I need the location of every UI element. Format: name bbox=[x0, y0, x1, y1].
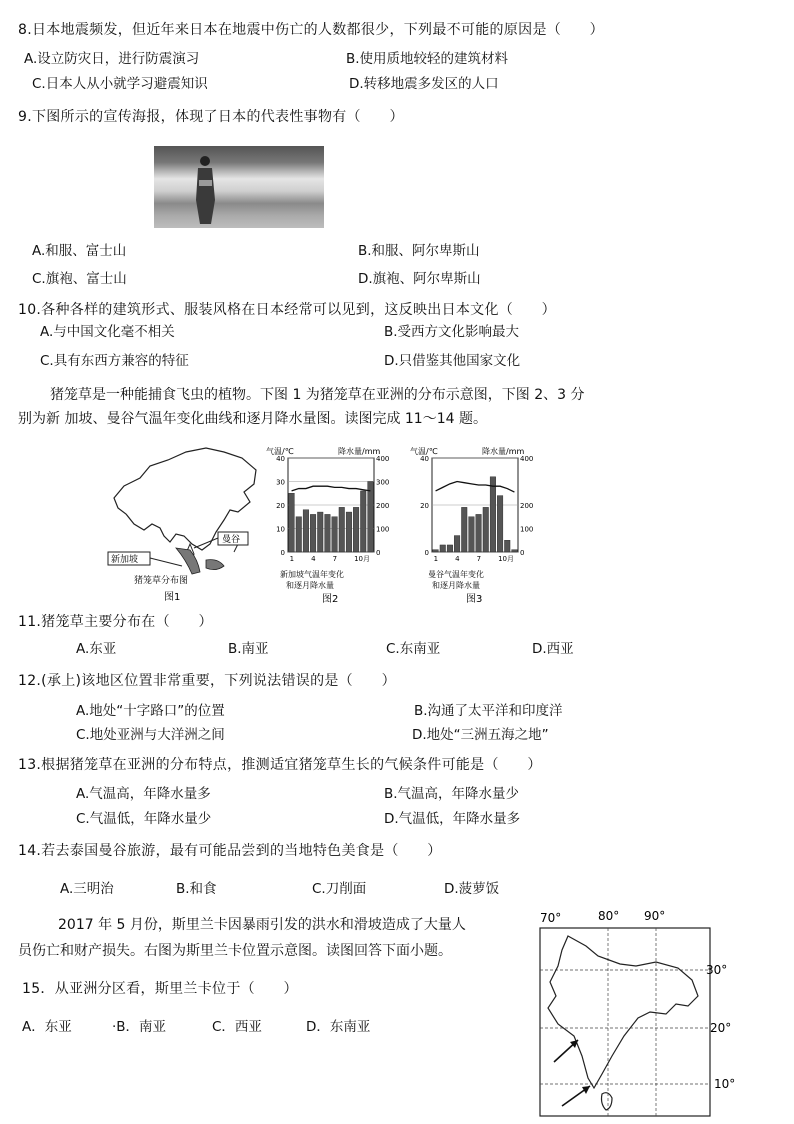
poster-photo bbox=[154, 146, 324, 228]
q13-stem: 13.根据猪笼草在亚洲的分布特点，推测适宜猪笼草生长的气候条件可能是（ ） bbox=[18, 757, 542, 773]
fig3-xtick: 7 bbox=[476, 555, 482, 563]
q10-option-c[interactable]: C.具有东西方兼容的特征 bbox=[40, 353, 189, 369]
fig2-xtick: 4 bbox=[311, 555, 316, 563]
lat-10: 10° bbox=[714, 1077, 736, 1091]
fig3-subtitle: 和逐月降水量 bbox=[432, 581, 480, 590]
q12-option-d[interactable]: D.地处“三洲五海之地” bbox=[412, 727, 549, 743]
q10-option-d[interactable]: D.只借鉴其他国家文化 bbox=[384, 353, 521, 369]
q9-option-d[interactable]: D.旗袍、阿尔卑斯山 bbox=[358, 271, 481, 287]
fig2-number: 图2 bbox=[322, 594, 339, 605]
fig2-ytick-left: 20 bbox=[276, 502, 285, 510]
intro1-line1: 猪笼草是一种能捕食飞虫的植物。下图 1 为猪笼草在亚洲的分布示意图，下图 2、3 分 bbox=[50, 387, 585, 403]
fig2-xtick: 1 bbox=[289, 555, 295, 563]
q13-option-a[interactable]: A.气温高，年降水量多 bbox=[76, 786, 211, 802]
fig2-xtick: 7 bbox=[332, 555, 338, 563]
sri-lanka-map bbox=[528, 906, 740, 1120]
fig2-precip-bar bbox=[325, 514, 331, 552]
fig3-precip-unit: 降水量/mm bbox=[482, 447, 525, 456]
fig3-ytick-right: 400 bbox=[520, 455, 534, 463]
fig2-temp-unit: 气温/℃ bbox=[266, 447, 294, 456]
q8-option-c[interactable]: C.日本人从小就学习避震知识 bbox=[32, 76, 208, 92]
fig3-precip-bar bbox=[476, 514, 482, 552]
q11-option-d[interactable]: D.西亚 bbox=[532, 641, 574, 657]
fig3-precip-bar bbox=[461, 507, 467, 552]
lon-90: 90° bbox=[644, 909, 666, 923]
q8-stem: 8.日本地震频发，但近年来日本在地震中伤亡的人数都很少，下列最不可能的原因是（ ） bbox=[18, 22, 604, 38]
q10-option-b[interactable]: B.受西方文化影响最大 bbox=[384, 324, 520, 340]
fig2-precip-bar bbox=[332, 517, 338, 552]
fig3-xtick: 4 bbox=[455, 555, 460, 563]
q11-option-c[interactable]: C.东南亚 bbox=[386, 641, 441, 657]
q12-option-b[interactable]: B.沟通了太平洋和印度洋 bbox=[414, 703, 563, 719]
fig2-ytick-right: 400 bbox=[376, 455, 390, 463]
q8-option-b[interactable]: B.使用质地较轻的建筑材料 bbox=[346, 51, 509, 67]
q9-option-a[interactable]: A.和服、富士山 bbox=[32, 243, 127, 259]
fig3-precip-bar bbox=[490, 477, 496, 552]
lat-20: 20° bbox=[710, 1021, 732, 1035]
fig2-precip-bar bbox=[303, 510, 309, 552]
q11-stem: 11.猪笼草主要分布在（ ） bbox=[18, 614, 213, 630]
fig2-precip-bar bbox=[289, 493, 295, 552]
bangkok-climate-chart bbox=[410, 444, 538, 606]
fig2-precip-unit: 降水量/mm bbox=[338, 447, 381, 456]
q9-option-c[interactable]: C.旗袍、富士山 bbox=[32, 271, 127, 287]
fig3-precip-bar bbox=[469, 517, 475, 552]
fig2-ytick-left: 30 bbox=[276, 478, 285, 487]
fig2-ytick-right: 100 bbox=[376, 525, 390, 534]
q9-stem: 9.下图所示的宣传海报，体现了日本的代表性事物有（ ） bbox=[18, 109, 404, 125]
sri-lanka-island bbox=[602, 1093, 613, 1110]
fig3-precip-bar bbox=[504, 540, 510, 552]
fig2-subtitle: 和逐月降水量 bbox=[286, 581, 334, 590]
fig2-ytick-left: 40 bbox=[276, 455, 285, 463]
fig3-precip-bar bbox=[497, 496, 503, 552]
q15-stem: 15．从亚洲分区看，斯里兰卡位于（ ） bbox=[22, 981, 298, 997]
fig3-xtick: 1 bbox=[433, 555, 439, 563]
q11-option-a[interactable]: A.东亚 bbox=[76, 641, 117, 657]
distribution-area bbox=[176, 548, 200, 574]
q13-option-d[interactable]: D.气温低，年降水量多 bbox=[384, 811, 521, 827]
asia-map bbox=[106, 440, 264, 606]
fig3-ytick-right: 200 bbox=[520, 502, 534, 510]
fig2-temp-line bbox=[292, 486, 371, 491]
fig2-xtick: 10月 bbox=[354, 555, 371, 563]
lon-70: 70° bbox=[540, 911, 562, 925]
label-bangkok: 曼谷 bbox=[222, 535, 241, 545]
q14-option-c[interactable]: C.刀削面 bbox=[312, 881, 367, 897]
lat-30: 30° bbox=[706, 963, 728, 977]
q11-option-b[interactable]: B.南亚 bbox=[228, 641, 269, 657]
q15-option-c[interactable]: C．西亚 bbox=[212, 1019, 262, 1035]
q15-option-b[interactable]: ·B．南亚 bbox=[112, 1019, 167, 1035]
fig2-ytick-right: 200 bbox=[376, 502, 390, 510]
intro1-line2: 别为新 加坡、曼谷气温年变化曲线和逐月降水量图。读图完成 11～14 题。 bbox=[18, 411, 487, 427]
map-frame bbox=[540, 928, 710, 1116]
fig3-number: 图3 bbox=[466, 594, 483, 605]
q12-stem: 12.(承上)该地区位置非常重要，下列说法错误的是（ ） bbox=[18, 673, 396, 689]
fig3-ytick-right: 100 bbox=[520, 525, 534, 534]
q8-option-d[interactable]: D.转移地震多发区的人口 bbox=[349, 76, 499, 92]
fig2-precip-bar bbox=[346, 512, 352, 552]
fig2-ytick-right: 0 bbox=[376, 549, 381, 557]
q13-option-c[interactable]: C.气温低，年降水量少 bbox=[76, 811, 212, 827]
q14-option-d[interactable]: D.菠萝饭 bbox=[444, 881, 500, 897]
fig3-ytick-left: 0 bbox=[424, 549, 429, 557]
figure-3 bbox=[410, 444, 538, 606]
fig3-ytick-right: 0 bbox=[520, 549, 525, 557]
fig3-precip-bar bbox=[512, 550, 518, 552]
q9-option-b[interactable]: B.和服、阿尔卑斯山 bbox=[358, 243, 480, 259]
fig3-precip-bar bbox=[440, 545, 446, 552]
q15-option-a[interactable]: A．东亚 bbox=[22, 1019, 72, 1035]
q10-stem: 10.各种各样的建筑形式、服装风格在日本经常可以见到，这反映出日本文化（ ） bbox=[18, 302, 556, 318]
fig3-precip-bar bbox=[483, 507, 489, 552]
label-singapore: 新加坡 bbox=[111, 555, 139, 565]
fig2-precip-bar bbox=[353, 507, 359, 552]
fig3-temp-line bbox=[436, 482, 515, 493]
intro2-line1: 2017 年 5 月份，斯里兰卡因暴雨引发的洪水和滑坡造成了大量人 bbox=[58, 917, 466, 933]
fig3-precip-bar bbox=[454, 536, 460, 552]
figure-2 bbox=[266, 444, 396, 606]
fig1-caption: 猪笼草分布图 bbox=[134, 576, 189, 586]
india-region-map bbox=[528, 906, 740, 1120]
fig2-precip-bar bbox=[296, 517, 302, 552]
fig2-precip-bar bbox=[310, 514, 316, 552]
fig2-ytick-left: 0 bbox=[280, 549, 285, 557]
q12-option-a[interactable]: A.地处“十字路口”的位置 bbox=[76, 703, 225, 719]
fig3-title: 曼谷气温年变化 bbox=[428, 570, 484, 579]
fig2-precip-bar bbox=[368, 482, 374, 553]
q14-option-b[interactable]: B.和食 bbox=[176, 881, 217, 897]
fig3-precip-bar bbox=[433, 550, 439, 552]
lon-80: 80° bbox=[598, 909, 620, 923]
fig3-ytick-left: 40 bbox=[420, 455, 429, 463]
q10-option-a[interactable]: A.与中国文化毫不相关 bbox=[40, 324, 175, 340]
fig3-xtick: 10月 bbox=[498, 555, 515, 563]
india-outline bbox=[548, 936, 698, 1088]
kimono-figure-icon bbox=[192, 154, 218, 226]
intro2-line2: 员伤亡和财产损失。右图为斯里兰卡位置示意图。读图回答下面小题。 bbox=[18, 943, 452, 959]
q13-option-b[interactable]: B.气温高，年降水量少 bbox=[384, 786, 520, 802]
fig1-number: 图1 bbox=[164, 592, 181, 603]
q14-option-a[interactable]: A.三明治 bbox=[60, 881, 114, 897]
fig2-ytick-left: 10 bbox=[276, 525, 285, 534]
figure-1 bbox=[106, 440, 264, 606]
singapore-climate-chart bbox=[266, 444, 396, 606]
fig3-ytick-left: 20 bbox=[420, 502, 429, 510]
q15-option-d[interactable]: D．东南亚 bbox=[306, 1019, 371, 1035]
fig3-precip-bar bbox=[447, 545, 453, 552]
q14-stem: 14.若去泰国曼谷旅游，最有可能品尝到的当地特色美食是（ ） bbox=[18, 843, 442, 859]
fig2-precip-bar bbox=[360, 491, 366, 552]
fig3-temp-unit: 气温/℃ bbox=[410, 447, 438, 456]
fig2-title: 新加坡气温年变化 bbox=[280, 570, 344, 579]
fig2-precip-bar bbox=[339, 507, 345, 552]
q8-option-a[interactable]: A.设立防灾日，进行防震演习 bbox=[24, 51, 200, 67]
fig2-precip-bar bbox=[317, 512, 323, 552]
fig2-ytick-right: 300 bbox=[376, 478, 390, 487]
q12-option-c[interactable]: C.地处亚洲与大洋洲之间 bbox=[76, 727, 225, 743]
